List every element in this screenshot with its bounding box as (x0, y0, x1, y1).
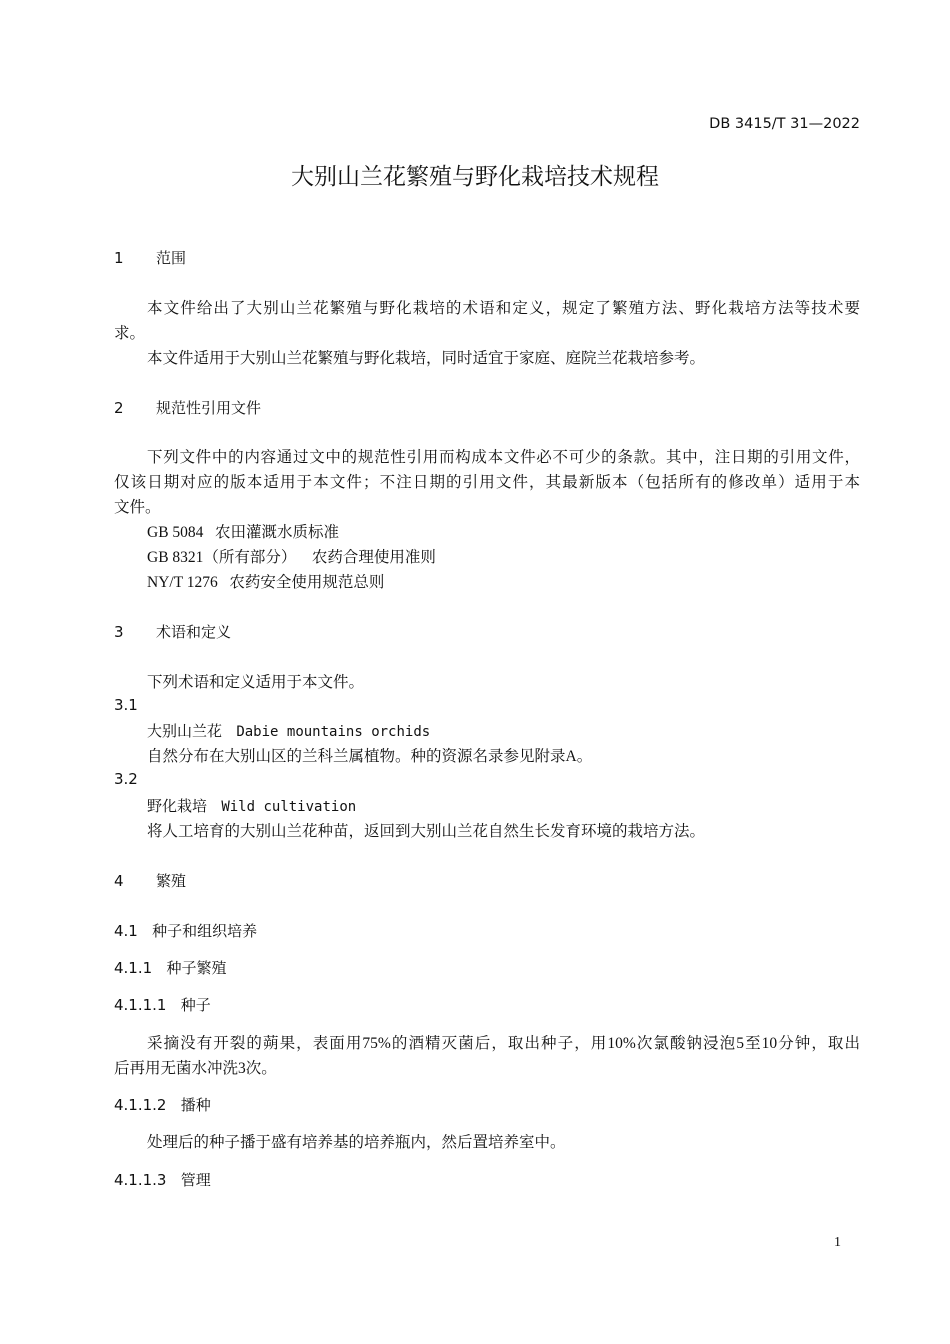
paragraph-line: 后再用无菌水冲洗3次。 (114, 1060, 277, 1077)
reference-item: GB 5084 农田灌溉水质标准 (147, 524, 340, 541)
subsection-heading: 4.1.1.1 种子 (114, 996, 211, 1014)
section-2-heading: 2 规范性引用文件 (114, 399, 262, 417)
subsection-heading: 4.1 种子和组织培养 (114, 922, 258, 940)
section-1-heading: 1 范围 (114, 249, 187, 267)
section-4-heading: 4 繁殖 (114, 872, 187, 890)
term-number: 3.1 (114, 696, 138, 714)
term-title: 大别山兰花 Dabie mountains orchids (147, 722, 431, 740)
subsection-heading: 4.1.1 种子繁殖 (114, 959, 227, 977)
term-title: 野化栽培 Wild cultivation (147, 797, 357, 815)
term-number: 3.2 (114, 770, 138, 788)
paragraph: 本文件适用于大别山兰花繁殖与野化栽培，同时适宜于家庭、庭院兰花栽培参考。 (147, 350, 706, 367)
reference-item: GB 8321（所有部分） 农药合理使用准则 (147, 549, 436, 566)
subsection-heading: 4.1.1.3 管理 (114, 1171, 211, 1189)
document-code: DB 3415/T 31—2022 (709, 116, 860, 132)
page-number: 1 (834, 1235, 841, 1250)
page-title: 大别山兰花繁殖与野化栽培技术规程 (291, 164, 659, 190)
paragraph-line: 本文件给出了大别山兰花繁殖与野化栽培的术语和定义，规定了繁殖方法、野化栽培方法等技术要 (147, 300, 860, 317)
paragraph-line: 文件。 (114, 499, 161, 516)
paragraph-line: 采摘没有开裂的蒴果，表面用75%的酒精灭菌后，取出种子，用10%次氯酸钠浸泡5至10分钟，取出 (147, 1035, 860, 1052)
paragraph-line: 求。 (114, 325, 146, 342)
paragraph-line: 仅该日期对应的版本适用于本文件；不注日期的引用文件，其最新版本（包括所有的修改单）适用于本 (114, 474, 860, 491)
reference-item: NY/T 1276 农药安全使用规范总则 (147, 574, 385, 591)
subsection-heading: 4.1.1.2 播种 (114, 1096, 211, 1114)
paragraph-line: 下列文件中的内容通过文中的规范性引用而构成本文件必不可少的条款。其中，注日期的引用文件， (147, 449, 860, 466)
paragraph: 下列术语和定义适用于本文件。 (147, 674, 365, 691)
section-3-heading: 3 术语和定义 (114, 623, 232, 641)
term-definition: 自然分布在大别山区的兰科兰属植物。种的资源名录参见附录A。 (147, 748, 593, 765)
term-definition: 将人工培育的大别山兰花种苗，返回到大别山兰花自然生长发育环境的栽培方法。 (147, 823, 706, 840)
paragraph: 处理后的种子播于盛有培养基的培养瓶内，然后置培养室中。 (147, 1134, 566, 1151)
